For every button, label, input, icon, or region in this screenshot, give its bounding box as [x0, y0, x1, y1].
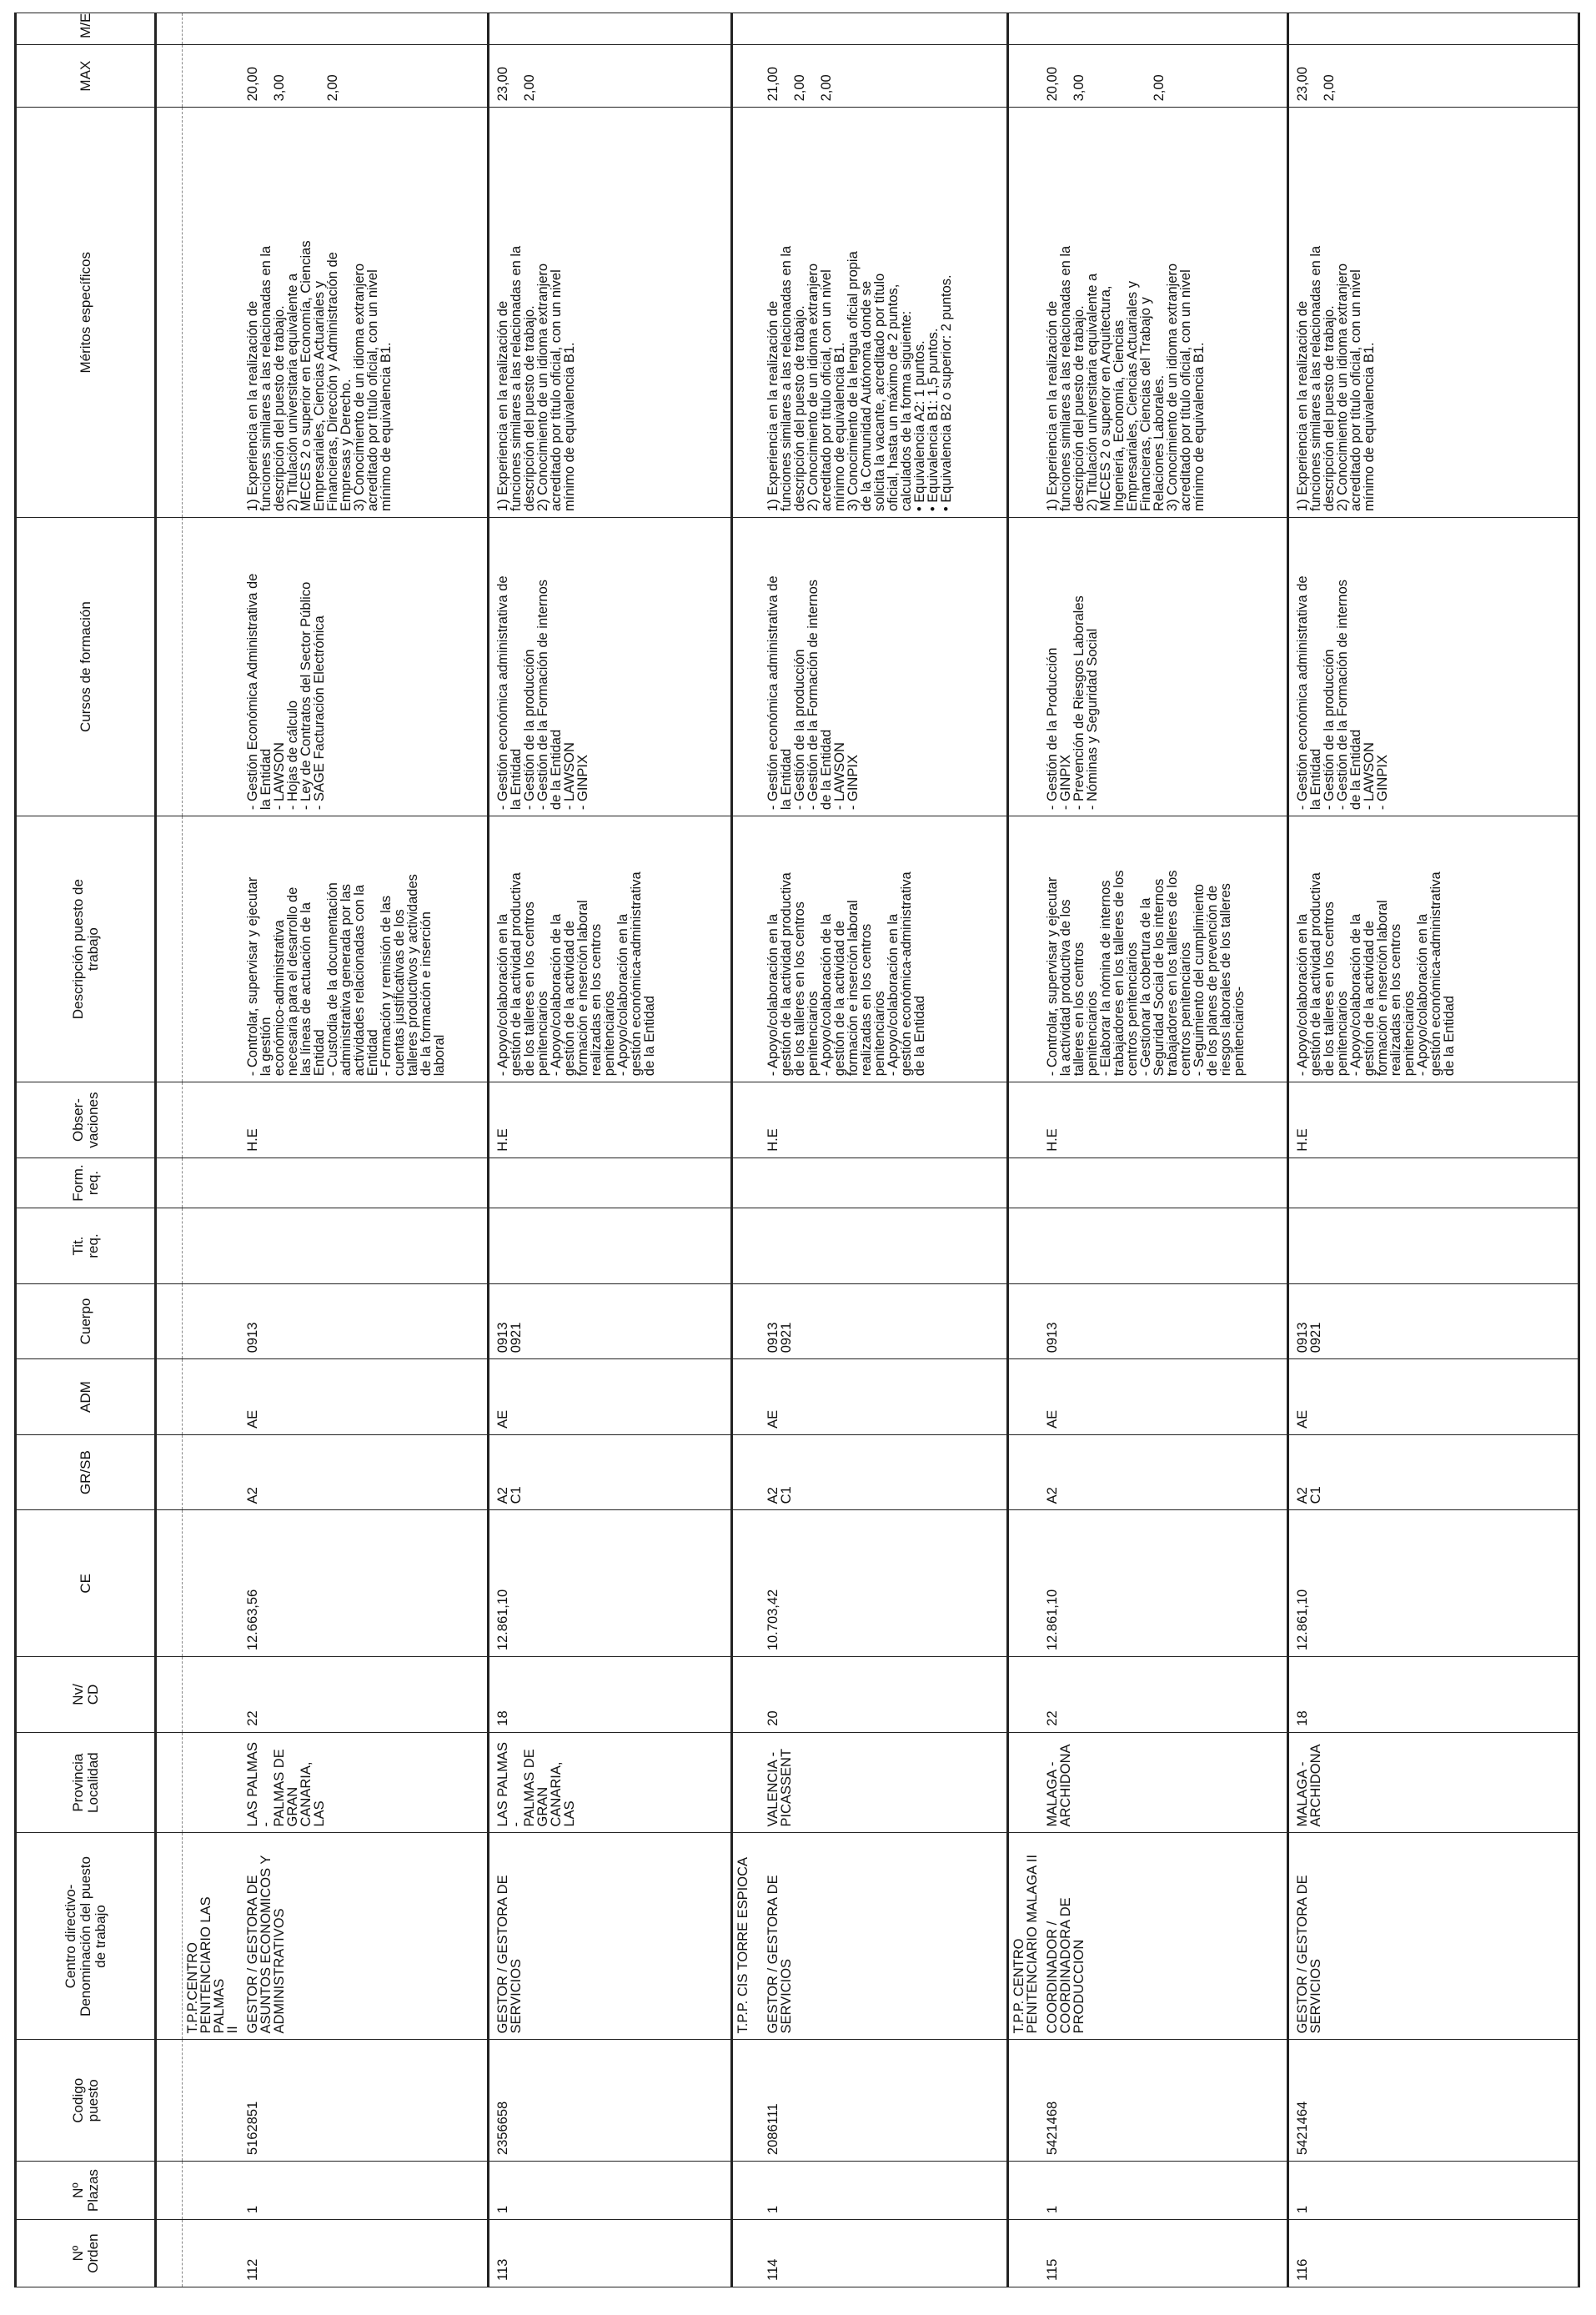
- cuerpo-cell: 0913: [1039, 1283, 1287, 1359]
- cuerpo-cell: 0913 0921: [760, 1283, 1008, 1359]
- center-row: [1008, 13, 1040, 2287]
- ce-cell: 10.703,42: [760, 1510, 1008, 1657]
- denominacion-cell: GESTOR / GESTORA DE ASUNTOS ECONOMICOS Y ADMINISTRATIVOS: [239, 1833, 488, 2040]
- header-nivel: Nv/ CD: [16, 1657, 156, 1733]
- descripcion-cell: - Controlar, supervisar y ejecutar la actividad productiva de los talleres en los centros penitenciarios - Elaborar la nómina de internos trabajadores en los talleres de los centros penitenciarios - Gestionar la cobertura de la Seguridad Social de los internos trabajadores en los talleres de los centros penitenciarios - Seguimiento del cumplimiento de los planes de prevención de riesgos laborales de los talleres penitenciarios-: [1039, 816, 1287, 1082]
- meritos-cell: 1) Experiencia en la realización de funciones similares a las relacionadas en la descripción del puesto de trabajo. 2) Conocimiento de un idioma extranjero acreditado por título oficial, con un nivel mínimo de equivalencia B1. 3) Conocimiento de la lengua oficial propia de la Comunidad Autónoma donde se solicita la vacante, acreditado por título oficial, hasta un máximo de 2 puntos, calculados de la forma siguiente: • Equivalencia A2: 1 puntos. • Equivalencia B1: 1,5 puntos. • Equivalencia B2 o superior: 2 puntos.: [760, 108, 1008, 518]
- observaciones-cell: H.E: [1039, 1082, 1287, 1158]
- header-row: [16, 13, 156, 2287]
- max-cell: 21,00 2,00 2,00: [760, 44, 1008, 107]
- center-name: T.P.P. CIS TORRE ESPIOCA: [731, 1833, 760, 2040]
- provincia-cell: LAS PALMAS - PALMAS DE GRAN CANARIA, LAS: [239, 1732, 488, 1833]
- me-cell: [1039, 13, 1287, 45]
- adm-cell: AE: [239, 1359, 488, 1435]
- descripcion-cell: - Apoyo/colaboración en la gestión de la actividad productiva de los talleres en los centros penitenciarios - Apoyo/colaboración de la gestión de la actividad de formación e inserción laboral realizadas en los centros penitenciarios - Apoyo/colaboración en la gestión económica-administrativa de la Entidad: [1287, 816, 1579, 1082]
- observaciones-cell: H.E: [760, 1082, 1008, 1158]
- center-row: [731, 13, 760, 2287]
- formacion-cell: [1287, 1158, 1579, 1208]
- header-titulacion: Tit. req.: [16, 1208, 156, 1284]
- nivel-cell: 20: [760, 1657, 1008, 1733]
- grupo-cell: A2 C1: [760, 1434, 1008, 1510]
- codigo-cell: 5162851: [239, 2040, 488, 2162]
- formacion-cell: [239, 1158, 488, 1208]
- max-cell: 23,00 2,00: [1287, 44, 1579, 107]
- adm-cell: AE: [1039, 1359, 1287, 1435]
- plazas-cell: 1: [488, 2162, 731, 2220]
- center-name: T.P.P. CENTRO PENITENCIARIO MALAGA II: [1008, 1833, 1040, 2040]
- codigo-cell: 5421464: [1287, 2040, 1579, 2162]
- titulacion-cell: [760, 1208, 1008, 1284]
- center-row: [183, 13, 240, 2287]
- max-cell: 20,00 3,00 2,00: [1039, 44, 1287, 107]
- cursos-cell: - Gestión de la Producción - GINPIX - Prevención de Riesgos Laborales - Nóminas y Seguridad Social: [1039, 518, 1287, 816]
- nivel-cell: 18: [488, 1657, 731, 1733]
- me-cell: [488, 13, 731, 45]
- grupo-cell: A2: [1039, 1434, 1287, 1510]
- cursos-cell: - Gestión Económica Administrativa de la Entidad - LAWSON - Hojas de cálculo - Ley de Contratos del Sector Público - SAGE Facturación Electrónica: [239, 518, 488, 816]
- header-cursos: Cursos de formación: [16, 518, 156, 816]
- denominacion-cell: GESTOR / GESTORA DE SERVICIOS: [1287, 1833, 1579, 2040]
- titulacion-cell: [1039, 1208, 1287, 1284]
- table-row: [1039, 13, 1287, 2287]
- observaciones-cell: H.E: [488, 1082, 731, 1158]
- meritos-cell: 1) Experiencia en la realización de funciones similares a las relacionadas en la descripción del puesto de trabajo. 2) Conocimiento de un idioma extranjero acreditado por título oficial, con un nivel mínimo de equivalencia B1.: [1287, 108, 1579, 518]
- table-row: [1287, 13, 1579, 2287]
- plazas-cell: 1: [239, 2162, 488, 2220]
- job-positions-table: [14, 13, 1580, 2287]
- orden-cell: 116: [1287, 2220, 1579, 2287]
- meritos-cell: 1) Experiencia en la realización de funciones similares a las relacionadas en la descripción del puesto de trabajo. 2) Conocimiento de un idioma extranjero acreditado por título oficial, con un nivel mínimo de equivalencia B1.: [488, 108, 731, 518]
- grupo-cell: A2: [239, 1434, 488, 1510]
- plazas-cell: 1: [760, 2162, 1008, 2220]
- descripcion-cell: - Apoyo/colaboración en la gestión de la actividad productiva de los talleres en los centros penitenciarios - Apoyo/colaboración de la gestión de la actividad de formación e inserción laboral realizadas en los centros penitenciarios - Apoyo/colaboración en la gestión económica-administrativa de la Entidad: [488, 816, 731, 1082]
- adm-cell: AE: [760, 1359, 1008, 1435]
- nivel-cell: 22: [239, 1657, 488, 1733]
- header-max: MAX: [16, 44, 156, 107]
- header-codigo: Codigo puesto: [16, 2040, 156, 2162]
- ce-cell: 12.861,10: [1287, 1510, 1579, 1657]
- header-cuerpo: Cuerpo: [16, 1283, 156, 1359]
- titulacion-cell: [488, 1208, 731, 1284]
- observaciones-cell: H.E: [239, 1082, 488, 1158]
- table-row: [239, 13, 488, 2287]
- me-cell: [1287, 13, 1579, 45]
- adm-cell: AE: [488, 1359, 731, 1435]
- max-cell: 20,00 3,00 2,00: [239, 44, 488, 107]
- header-orden: Nº Orden: [16, 2220, 156, 2287]
- cursos-cell: - Gestión económica administrativa de la Entidad - Gestión de la producción - Gestión de la Formación de internos de la Entidad - LAWSON - GINPIX: [1287, 518, 1579, 816]
- ce-cell: 12.663,56: [239, 1510, 488, 1657]
- observaciones-cell: H.E: [1287, 1082, 1579, 1158]
- codigo-cell: 5421468: [1039, 2040, 1287, 2162]
- formacion-cell: [1039, 1158, 1287, 1208]
- header-provincia: Provincia Localidad: [16, 1732, 156, 1833]
- codigo-cell: 2356658: [488, 2040, 731, 2162]
- orden-cell: 113: [488, 2220, 731, 2287]
- orden-cell: 115: [1039, 2220, 1287, 2287]
- nivel-cell: 18: [1287, 1657, 1579, 1733]
- header-ce: CE: [16, 1510, 156, 1657]
- orden-cell: 112: [239, 2220, 488, 2287]
- denominacion-cell: GESTOR / GESTORA DE SERVICIOS: [488, 1833, 731, 2040]
- me-cell: [760, 13, 1008, 45]
- codigo-cell: 2086111: [760, 2040, 1008, 2162]
- center-name: T.P.P.CENTRO PENITENCIARIO LAS PALMAS II: [183, 1833, 240, 2040]
- header-centro: Centro directivo- Denominación del puesto de trabajo: [16, 1833, 156, 2040]
- provincia-cell: VALENCIA - PICASSENT: [760, 1732, 1008, 1833]
- table-row: [760, 13, 1008, 2287]
- descripcion-cell: - Apoyo/colaboración en la gestión de la actividad productiva de los talleres en los centros penitenciarios - Apoyo/colaboración de la gestión de la actividad de formación e inserción laboral realizadas en los centros penitenciarios - Apoyo/colaboración en la gestión económica-administrativa de la Entidad: [760, 816, 1008, 1082]
- provincia-cell: MALAGA - ARCHIDONA: [1287, 1732, 1579, 1833]
- grupo-cell: A2 C1: [488, 1434, 731, 1510]
- cuerpo-cell: 0913 0921: [1287, 1283, 1579, 1359]
- header-adm: ADM: [16, 1359, 156, 1435]
- cursos-cell: - Gestión económica administrativa de la Entidad - Gestión de la producción - Gestión de la Formación de internos de la Entidad - LAWSON - GINPIX: [488, 518, 731, 816]
- orden-cell: 114: [760, 2220, 1008, 2287]
- cursos-cell: - Gestión económica administrativa de la Entidad - Gestión de la producción - Gestión de la Formación de internos de la Entidad - LAWSON - GINPIX: [760, 518, 1008, 816]
- header-meritos: Méritos específicos: [16, 108, 156, 518]
- denominacion-cell: COORDINADOR / COORDINADORA DE PRODUCCION: [1039, 1833, 1287, 2040]
- cuerpo-cell: 0913: [239, 1283, 488, 1359]
- provincia-cell: LAS PALMAS - PALMAS DE GRAN CANARIA, LAS: [488, 1732, 731, 1833]
- titulacion-cell: [1287, 1208, 1579, 1284]
- nivel-cell: 22: [1039, 1657, 1287, 1733]
- spacer-row: [156, 13, 183, 2287]
- header-plazas: Nº Plazas: [16, 2162, 156, 2220]
- meritos-cell: 1) Experiencia en la realización de funciones similares a las relacionadas en la descripción del puesto de trabajo. 2) Titulación universitaria equivalente a MECES 2 o superior en Economía, Ciencias Empresariales, Ciencias Actuariales y Financieras, Dirección y Administración de Empresas y Derecho. 3) Conocimiento de un idioma extranjero acreditado por título oficial, con un nivel mínimo de equivalencia B1.: [239, 108, 488, 518]
- header-descripcion: Descripción puesto de trabajo: [16, 816, 156, 1082]
- cuerpo-cell: 0913 0921: [488, 1283, 731, 1359]
- plazas-cell: 1: [1287, 2162, 1579, 2220]
- me-cell: [239, 13, 488, 45]
- formacion-cell: [760, 1158, 1008, 1208]
- ce-cell: 12.861,10: [488, 1510, 731, 1657]
- header-me: M/E: [16, 13, 156, 45]
- plazas-cell: 1: [1039, 2162, 1287, 2220]
- provincia-cell: MALAGA - ARCHIDONA: [1039, 1732, 1287, 1833]
- header-grupo: GR/SB: [16, 1434, 156, 1510]
- table-row: [488, 13, 731, 2287]
- titulacion-cell: [239, 1208, 488, 1284]
- ce-cell: 12.861,10: [1039, 1510, 1287, 1657]
- adm-cell: AE: [1287, 1359, 1579, 1435]
- header-formacion: Form. req.: [16, 1158, 156, 1208]
- denominacion-cell: GESTOR / GESTORA DE SERVICIOS: [760, 1833, 1008, 2040]
- meritos-cell: 1) Experiencia en la realización de funciones similares a las relacionadas en la descripción del puesto de trabajo. 2) Titulación universitaria equivalente a MECES 2 o superior en Arquitectura, Ingeniería, Economía, Ciencias Empresariales, Ciencias Actuariales y Financieras, Ciencias del Trabajo y Relaciones Laborales. 3) Conocimiento de un idioma extranjero acreditado por título oficial, con un nivel mínimo de equivalencia B1.: [1039, 108, 1287, 518]
- formacion-cell: [488, 1158, 731, 1208]
- max-cell: 23,00 2,00: [488, 44, 731, 107]
- grupo-cell: A2 C1: [1287, 1434, 1579, 1510]
- descripcion-cell: - Controlar, supervisar y ejecutar la gestión económico-administrativa necesaria para el desarrollo de las líneas de actuación de la Entidad - Custodia de la documentación administrativa generada por las actividades relacionadas con la Entidad - Formación y remisión de las cuentas justificativas de los talleres productivos y actividades de la formación e inserción laboral: [239, 816, 488, 1082]
- header-observaciones: Obser- vaciones: [16, 1082, 156, 1158]
